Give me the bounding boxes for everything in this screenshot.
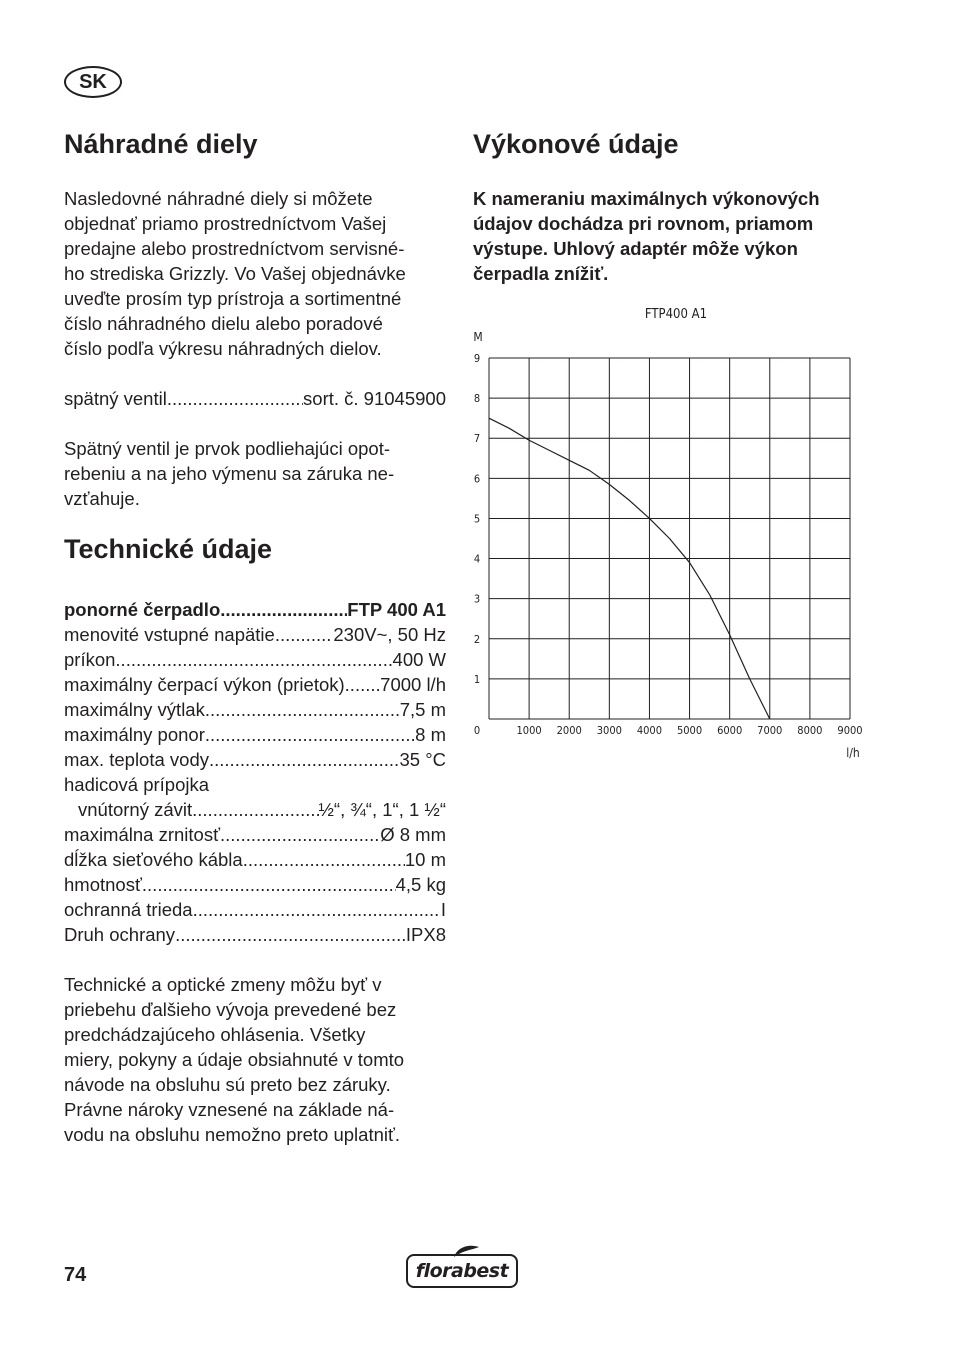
spec-value: 400 W bbox=[392, 649, 446, 670]
leader-dots bbox=[192, 797, 318, 822]
x-tick-label: 2000 bbox=[556, 724, 582, 737]
leader-dots bbox=[243, 847, 405, 872]
spare-line: uveďte prosím typ prístroja a sortimentné bbox=[64, 288, 402, 309]
y-axis-label: M bbox=[473, 330, 483, 344]
y-tick-label: 1 bbox=[473, 672, 481, 686]
spec-value: FTP 400 A1 bbox=[347, 599, 446, 620]
spec-label: dĺžka sieťového kábla bbox=[64, 849, 243, 870]
x-tick-label: 5000 bbox=[676, 724, 703, 737]
y-tick-label: 5 bbox=[473, 512, 481, 526]
language-badge bbox=[64, 66, 122, 98]
spare-parts-title: Náhradné diely bbox=[64, 129, 258, 159]
y-tick-label: 7 bbox=[473, 432, 481, 446]
x-tick-label: 3000 bbox=[596, 724, 622, 737]
spare-part-number: sort. č. 91045900 bbox=[303, 388, 446, 409]
x-tick-label: 4000 bbox=[636, 724, 663, 737]
leader-dots bbox=[167, 386, 303, 411]
spec-value: 4,5 kg bbox=[395, 874, 446, 895]
y-tick-label: 4 bbox=[473, 552, 481, 566]
spec-row bbox=[64, 772, 446, 797]
chart-title: FTP400 A1 bbox=[644, 307, 708, 322]
changes-line: miery, pokyny a údaje obsiahnuté v tomto bbox=[64, 1049, 405, 1070]
spec-label: Druh ochrany bbox=[64, 924, 176, 945]
changes-line: priebehu ďalšieho vývoja prevedené bez bbox=[64, 999, 397, 1020]
spec-value: I bbox=[440, 899, 446, 920]
spec-value: 7000 l/h bbox=[380, 674, 446, 695]
leader-dots bbox=[345, 672, 380, 697]
wear-line: rebeniu a na jeho výmenu sa záruka ne- bbox=[64, 463, 395, 484]
spec-row bbox=[64, 697, 446, 722]
perf-line: čerpadla znížiť. bbox=[473, 263, 609, 284]
leader-dots bbox=[275, 622, 334, 647]
page-number: 74 bbox=[64, 1264, 87, 1286]
spare-line: číslo podľa výkresu náhradných dielov. bbox=[64, 338, 382, 359]
spec-row bbox=[64, 672, 446, 697]
language-code: SK bbox=[79, 70, 107, 93]
spec-value: 10 m bbox=[404, 849, 446, 870]
performance-text bbox=[473, 186, 873, 286]
spare-line: objednať priamo prostredníctvom Vašej bbox=[64, 213, 387, 234]
x-tick-label: 7000 bbox=[757, 724, 783, 737]
spec-label: maximálny ponor bbox=[64, 724, 205, 745]
wear-line: Spätný ventil je prvok podliehajúci opot- bbox=[64, 438, 390, 459]
spec-row bbox=[64, 597, 446, 622]
leader-dots bbox=[205, 722, 415, 747]
leader-dots bbox=[220, 822, 380, 847]
spec-value: 8 m bbox=[415, 724, 446, 745]
brand-logo bbox=[406, 1254, 518, 1288]
changes-line: návode na obsluhu sú preto bez záruky. bbox=[64, 1074, 391, 1095]
wear-line: vzťahuje. bbox=[64, 488, 140, 509]
spec-label: ponorné čerpadlo bbox=[64, 599, 221, 620]
spec-label: hmotnosť bbox=[64, 874, 142, 895]
spec-row bbox=[64, 897, 446, 922]
spec-label: maximálny výtlak bbox=[64, 699, 205, 720]
spec-row bbox=[64, 722, 446, 747]
spare-line: číslo náhradného dielu alebo poradové bbox=[64, 313, 383, 334]
spec-row bbox=[64, 922, 446, 947]
y-tick-label: 2 bbox=[473, 632, 481, 646]
spare-part-row bbox=[64, 386, 446, 411]
spec-label: príkon bbox=[64, 649, 116, 670]
x-tick-label: 9000 bbox=[837, 724, 863, 737]
spec-label: max. teplota vody bbox=[64, 749, 209, 770]
leader-dots bbox=[205, 697, 400, 722]
spare-part-label: spätný ventil bbox=[64, 388, 167, 409]
spec-row bbox=[64, 847, 446, 872]
leader-dots bbox=[142, 872, 396, 897]
spec-value: Ø 8 mm bbox=[380, 824, 446, 845]
spec-label: menovité vstupné napätie bbox=[64, 624, 275, 645]
spec-label: maximálny čerpací výkon (prietok) bbox=[64, 674, 345, 695]
x-tick-label: 8000 bbox=[797, 724, 823, 737]
spec-row bbox=[64, 797, 446, 822]
wear-text bbox=[64, 436, 446, 511]
left-column bbox=[64, 124, 446, 1147]
perf-line: K nameraniu maximálnych výkonových bbox=[473, 188, 820, 209]
changes-line: vodu na obsluhu nemožno preto uplatniť. bbox=[64, 1124, 401, 1145]
spare-line: ho strediska Grizzly. Vo Vašej objednávke bbox=[64, 263, 406, 284]
perf-line: údajov dochádza pri rovnom, priamom bbox=[473, 213, 814, 234]
brand-name: florabest bbox=[415, 1260, 509, 1282]
changes-text bbox=[64, 972, 446, 1147]
x-axis-label: l/h bbox=[846, 746, 860, 760]
spec-row bbox=[64, 647, 446, 672]
spec-row bbox=[64, 747, 446, 772]
series-line bbox=[489, 418, 770, 719]
leader-dots bbox=[175, 922, 406, 947]
spec-value: IPX8 bbox=[405, 924, 446, 945]
y-tick-label: 9 bbox=[473, 352, 481, 365]
hose-label: hadicová prípojka bbox=[64, 774, 210, 795]
spec-value: 7,5 m bbox=[399, 699, 446, 720]
leader-dots bbox=[115, 647, 392, 672]
changes-line: Právne nároky vznesené na základe ná- bbox=[64, 1099, 395, 1120]
spare-line: predajne alebo prostredníctvom servisné- bbox=[64, 238, 405, 259]
spec-row bbox=[64, 822, 446, 847]
y-tick-label: 8 bbox=[473, 392, 481, 406]
chart-svg bbox=[468, 300, 868, 770]
spec-label: vnútorný závit bbox=[78, 799, 193, 820]
spec-list bbox=[64, 597, 446, 947]
spec-value: 230V~, 50 Hz bbox=[333, 624, 446, 645]
spec-row bbox=[64, 622, 446, 647]
x-tick-label: 0 bbox=[473, 724, 481, 737]
leader-dots bbox=[193, 897, 441, 922]
spec-value: ½“, ¾“, 1“, 1 ½“ bbox=[318, 799, 446, 820]
leader-dots bbox=[220, 597, 347, 622]
spec-row bbox=[64, 872, 446, 897]
performance-title: Výkonové údaje bbox=[473, 129, 679, 159]
leader-dots bbox=[209, 747, 400, 772]
x-tick-label: 6000 bbox=[717, 724, 743, 737]
y-tick-label: 6 bbox=[473, 472, 481, 486]
right-column bbox=[473, 124, 873, 286]
pump-curve-chart bbox=[468, 300, 868, 770]
chart-series bbox=[489, 418, 770, 719]
changes-line: predchádzajúceho ohlásenia. Všetky bbox=[64, 1024, 366, 1045]
spare-line: Nasledovné náhradné diely si môžete bbox=[64, 188, 373, 209]
spec-value: 35 °C bbox=[399, 749, 446, 770]
spare-parts-text bbox=[64, 186, 446, 361]
changes-line: Technické a optické zmeny môžu byť v bbox=[64, 974, 382, 995]
perf-line: výstupe. Uhlový adaptér môže výkon bbox=[473, 238, 798, 259]
tech-data-title: Technické údaje bbox=[64, 534, 273, 564]
y-tick-label: 3 bbox=[473, 592, 481, 606]
spec-label: maximálna zrnitosť bbox=[64, 824, 221, 845]
spec-label: ochranná trieda bbox=[64, 899, 193, 920]
x-tick-label: 1000 bbox=[516, 724, 542, 737]
